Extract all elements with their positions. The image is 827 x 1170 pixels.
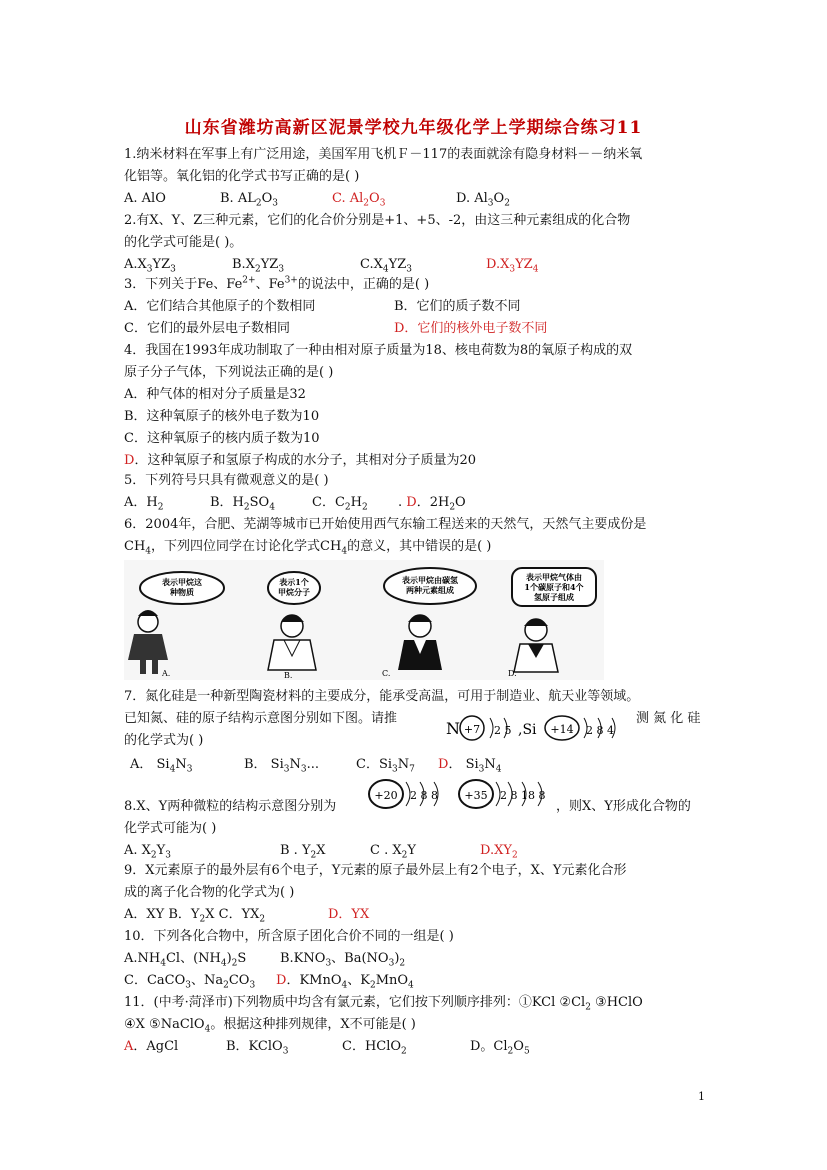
q10-option-a: $A.NH_4Cl$、$(NH_4)_2S$	[124, 951, 247, 969]
q8-line1-right: ，则X、Y形成化合物的	[556, 799, 691, 814]
svg-text:2 8 18 8: 2 8 18 8	[500, 789, 546, 802]
svg-text:两种元素组成: 两种元素组成	[406, 585, 454, 595]
svg-text:表示甲烷由碳氢: 表示甲烷由碳氢	[402, 575, 458, 585]
q11-line1: 11．(中考·菏泽市)下列物质中均含有氯元素，它们按下列顺序排列：①KCl $②Cl_2$ ③HClO	[124, 995, 643, 1013]
q3-option-c: C．它们的最外层电子数相同	[124, 321, 290, 336]
svg-text:2 8 8: 2 8 8	[410, 789, 438, 802]
q2-option-c: $C.X_4YZ_3$	[360, 257, 412, 275]
q6-line2: $CH_4$，下列四位同学在讨论化学式$CH_4$的意义，其中错误的是( )	[124, 539, 492, 557]
q9-option-d: D．YX	[328, 907, 370, 922]
q7-line2-right: 测 氮 化 硅	[636, 711, 701, 726]
q8-option-b: B . $Y_2X$	[280, 843, 326, 861]
q11-option-b: B．KClO$_3$	[226, 1039, 289, 1057]
n-si-atom-structure-diagram	[446, 710, 626, 746]
q11-option-a: A．AgCl	[124, 1039, 179, 1054]
q4-line1: 4．我国在1993年成功制取了一种由相对原子质量为18、核电荷数为8的氧原子构成的双	[124, 343, 633, 358]
svg-text:表示甲烷气体由: 表示甲烷气体由	[526, 572, 582, 582]
svg-text:D.: D.	[508, 669, 517, 678]
q4-line2: 原子分子气体，下列说法正确的是( )	[124, 365, 334, 380]
svg-text:+7: +7	[463, 723, 481, 736]
svg-text:表示甲烷这: 表示甲烷这	[162, 577, 202, 587]
q11-option-d: D。$Cl_2O_5$	[470, 1039, 530, 1057]
q10-line1: 10．下列各化合物中，所含原子团化合价不同的一组是( )	[124, 929, 454, 944]
q11-line2: ④X ⑤NaClO$_4$。根据这种排列规律，X不可能是( )	[124, 1017, 416, 1035]
q9-line2: 成的离子化合物的化学式为( )	[124, 885, 295, 900]
q10-option-c: C．CaCO$_3$、$Na_2CO_3$	[124, 973, 256, 991]
q11-option-c: C．HClO$_2$	[342, 1039, 407, 1057]
q4-option-d: D．这种氧原子和氢原子构成的水分子，其相对分子质量为20	[124, 453, 476, 468]
q8-option-d: $D.XY_2$	[480, 843, 518, 861]
q1-line1: 1.纳米材料在军事上有广泛用途，美国军用飞机Ｆ－117的表面就涂有隐身材料－－纳米氧	[124, 147, 643, 162]
q5-option-a: A．$H_2$	[124, 495, 164, 513]
svg-text:表示1个: 表示1个	[279, 577, 309, 587]
svg-text:C.: C.	[382, 669, 391, 678]
q1-line2: 化铝等。氧化铝的化学式书写正确的是( )	[124, 169, 360, 184]
q7-option-b: B． $Si_3N_3$...	[244, 757, 319, 775]
q9-options: A．XY B．$Y_2X$ C．$YX_2$	[124, 907, 266, 925]
q10-option-b: $B.KNO_3$、$Ba(NO_3)_2$	[280, 951, 406, 969]
q3-option-a: A．它们结合其他原子的个数相同	[124, 299, 316, 314]
svg-text:B.: B.	[284, 671, 293, 680]
svg-text:+35: +35	[464, 789, 488, 802]
q8-line2: 化学式可能为( )	[124, 821, 217, 836]
q7-line1: 7．氮化硅是一种新型陶瓷材料的主要成分，能承受高温，可用于制造业、航天业等领域。	[124, 689, 640, 704]
q7-line2: 已知氮、硅的原子结构示意图分别如下图。请推	[124, 711, 398, 726]
q2-line2: 的化学式可能是( )。	[124, 235, 243, 250]
methane-discussion-cartoon	[124, 560, 604, 680]
svg-text:2 5: 2 5	[494, 724, 512, 737]
q7-option-c: C．$Si_3N_7$	[356, 757, 415, 775]
q8-option-a: A. $X_2Y_3$	[124, 843, 171, 861]
x-y-ion-structure-diagram	[366, 776, 556, 812]
svg-text:甲烷分子: 甲烷分子	[278, 587, 310, 597]
q7-option-d: D． $Si_3N_4$	[438, 757, 502, 775]
q3-line1: 3．下列关于Fe、$Fe^{2+}$、$Fe^{3+}$的说法中，正确的是( )	[124, 275, 430, 292]
page-title: 山东省潍坊高新区泥景学校九年级化学上学期综合练习11	[184, 118, 643, 138]
svg-text:A.: A.	[162, 669, 171, 678]
q2-option-b: $B.X_2YZ_3$	[232, 257, 285, 275]
svg-text:氢原子组成: 氢原子组成	[534, 592, 574, 602]
svg-text:,Si: ,Si	[518, 722, 537, 738]
q1-option-d: D. $Al_3O_2$	[456, 191, 510, 209]
q5-option-d: . D．$2H_2O$	[398, 495, 466, 513]
q1-option-c: C. $Al_2O_3$	[332, 191, 386, 209]
svg-text:1个碳原子和4个: 1个碳原子和4个	[524, 582, 584, 592]
q8-option-c: C . $X_2Y$	[370, 843, 416, 861]
q5-line1: 5．下列符号只具有微观意义的是( )	[124, 473, 329, 488]
q6-line1: 6．2004年，合肥、芜湖等城市已开始使用西气东输工程送来的天然气，天然气主要成份是	[124, 517, 647, 532]
q7-option-a: A． $Si_4N_3$	[130, 757, 193, 775]
q3-option-b: B．它们的质子数不同	[394, 299, 521, 314]
svg-text:2 8 4: 2 8 4	[586, 724, 614, 737]
q2-line1: 2.有X、Y、Z三种元素，它们的化合价分别是+1、+5、-2，由这三种元素组成的化合物	[124, 213, 631, 228]
q5-option-b: B．$H_2SO_4$	[210, 495, 275, 513]
q4-option-c: C．这种氧原子的核内质子数为10	[124, 431, 320, 446]
q3-option-d: D．它们的核外电子数不同	[394, 321, 548, 336]
q1-option-b: B. $AL_2O_3$	[220, 191, 278, 209]
page-number: 1	[698, 1090, 705, 1103]
q10-option-d: D．KMnO$_4$、$K_2MnO_4$	[276, 973, 414, 991]
q4-option-a: A．种气体的相对分子质量是32	[124, 387, 306, 402]
q2-option-a: $A.X_3YZ_3$	[124, 257, 176, 275]
q8-line1: 8.X、Y两种微粒的结构示意图分别为	[124, 799, 337, 814]
svg-text:+20: +20	[374, 789, 398, 802]
q9-line1: 9．X元素原子的最外层有6个电子，Y元素的原子最外层上有2个电子，X、Y元素化合形	[124, 863, 627, 878]
q7-line3: 的化学式为( )	[124, 733, 204, 748]
svg-text:+14: +14	[550, 723, 574, 736]
q4-option-b: B．这种氧原子的核外电子数为10	[124, 409, 320, 424]
nitrogen-symbol: N	[446, 719, 460, 738]
q1-option-a: A. AlO	[124, 191, 166, 206]
svg-text:种物质: 种物质	[170, 587, 194, 597]
q5-option-c: C．$C_2H_2$	[312, 495, 368, 513]
q2-option-d: $D.X_3YZ_4$	[486, 257, 539, 275]
